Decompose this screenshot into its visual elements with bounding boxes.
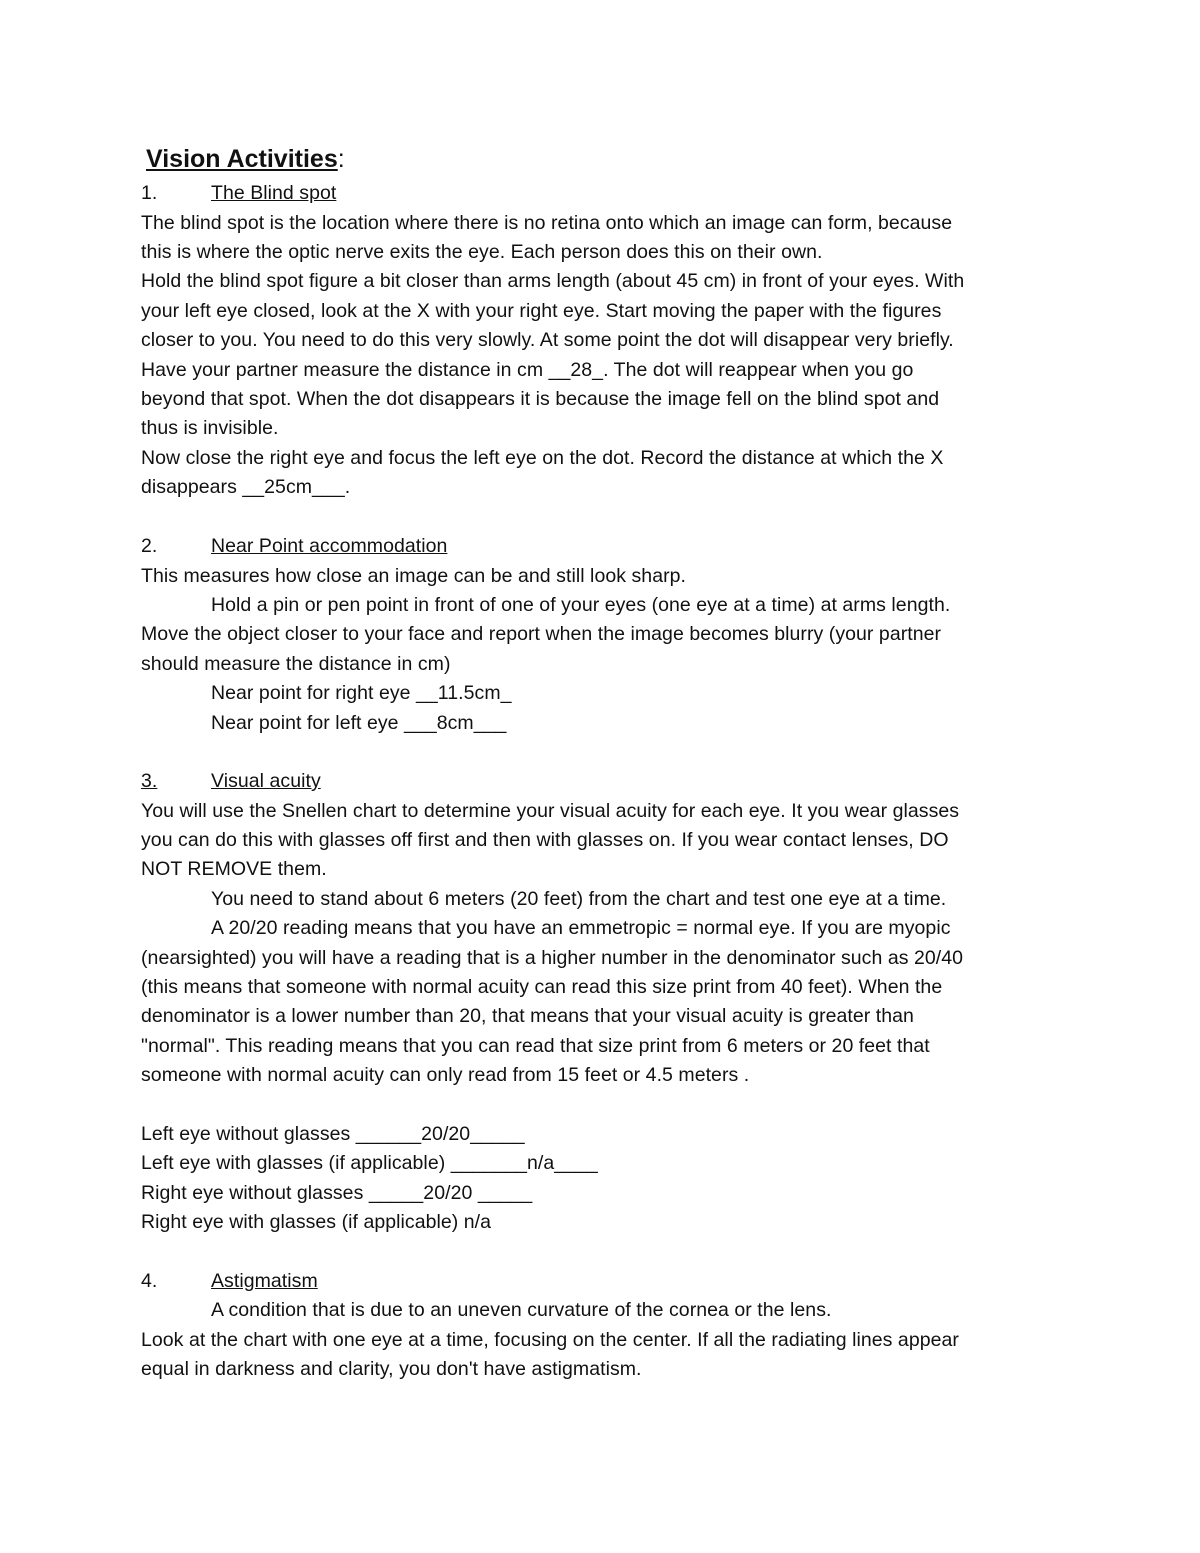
paragraph-line: You need to stand about 6 meters (20 feet) from the chart and test one eye at a time. xyxy=(211,888,947,910)
paragraph-line: A condition that is due to an uneven curvature of the cornea or the lens. xyxy=(211,1299,832,1321)
paragraph-line: You will use the Snellen chart to determine your visual acuity for each eye. It you wear glasses xyxy=(141,800,960,822)
paragraph-line: NOT REMOVE them. xyxy=(141,858,327,880)
paragraph-line: Now close the right eye and focus the left eye on the dot. Record the distance at which the X xyxy=(141,447,944,469)
paragraph-line: Hold a pin or pen point in front of one of your eyes (one eye at a time) at arms length. xyxy=(211,594,951,616)
section-title: Near Point accommodation xyxy=(211,535,448,557)
paragraph-line: disappears __25cm___. xyxy=(141,476,351,498)
title-colon: : xyxy=(337,145,345,173)
near-point-right: Near point for right eye __11.5cm_ xyxy=(211,682,512,704)
section-3-heading xyxy=(141,767,321,796)
paragraph-line: This measures how close an image can be and still look sharp. xyxy=(141,565,686,587)
title-text: Vision Activities xyxy=(146,145,338,173)
paragraph-line: thus is invisible. xyxy=(141,417,279,439)
result-left-without-glasses: Left eye without glasses ______20/20_____ xyxy=(141,1123,525,1145)
paragraph-line: someone with normal acuity can only read from 15 feet or 4.5 meters . xyxy=(141,1064,750,1086)
document-title xyxy=(146,143,345,175)
section-2-heading xyxy=(141,532,447,561)
section-title: Astigmatism xyxy=(211,1270,318,1292)
section-1-heading xyxy=(141,179,336,208)
paragraph-line: (nearsighted) you will have a reading that is a higher number in the denominator such as 20/40 xyxy=(141,947,964,969)
section-title: The Blind spot xyxy=(211,182,337,204)
section-title: Visual acuity xyxy=(211,770,321,792)
paragraph-line: your left eye closed, look at the X with your right eye. Start moving the paper with the figures xyxy=(141,300,942,322)
paragraph-line: this is where the optic nerve exits the eye. Each person does this on their own. xyxy=(141,241,823,263)
paragraph-line: (this means that someone with normal acuity can read this size print from 40 feet). When the xyxy=(141,976,943,998)
paragraph-line: equal in darkness and clarity, you don't have astigmatism. xyxy=(141,1358,642,1380)
paragraph-line: denominator is a lower number than 20, that means that your visual acuity is greater than xyxy=(141,1005,914,1027)
paragraph-line: Move the object closer to your face and report when the image becomes blurry (your partner xyxy=(141,623,942,645)
section-number: 1. xyxy=(141,182,158,204)
paragraph-line: closer to you. You need to do this very slowly. At some point the dot will disappear very briefly. xyxy=(141,329,954,351)
paragraph-line: beyond that spot. When the dot disappears it is because the image fell on the blind spot and xyxy=(141,388,940,410)
result-left-with-glasses: Left eye with glasses (if applicable) _______n/a____ xyxy=(141,1152,598,1174)
result-right-with-glasses: Right eye with glasses (if applicable) n/a xyxy=(141,1211,492,1233)
paragraph-line: "normal". This reading means that you can read that size print from 6 meters or 20 feet that xyxy=(141,1035,930,1057)
paragraph-line: should measure the distance in cm) xyxy=(141,653,451,675)
paragraph-line: The blind spot is the location where there is no retina onto which an image can form, because xyxy=(141,212,953,234)
paragraph-line: Hold the blind spot figure a bit closer than arms length (about 45 cm) in front of your eyes. With xyxy=(141,270,965,292)
paragraph-line: you can do this with glasses off first and then with glasses on. If you wear contact lenses, DO xyxy=(141,829,949,851)
paragraph-line: A 20/20 reading means that you have an emmetropic = normal eye. If you are myopic xyxy=(211,917,951,939)
section-number: 4. xyxy=(141,1270,158,1292)
section-number: 2. xyxy=(141,535,158,557)
section-4-heading xyxy=(141,1267,318,1296)
section-number: 3. xyxy=(141,770,158,792)
result-right-without-glasses: Right eye without glasses _____20/20 _____ xyxy=(141,1182,533,1204)
near-point-left: Near point for left eye ___8cm___ xyxy=(211,712,507,734)
paragraph-line: Have your partner measure the distance in cm __28_. The dot will reappear when you go xyxy=(141,359,914,381)
paragraph-line: Look at the chart with one eye at a time, focusing on the center. If all the radiating lines appear xyxy=(141,1329,959,1351)
